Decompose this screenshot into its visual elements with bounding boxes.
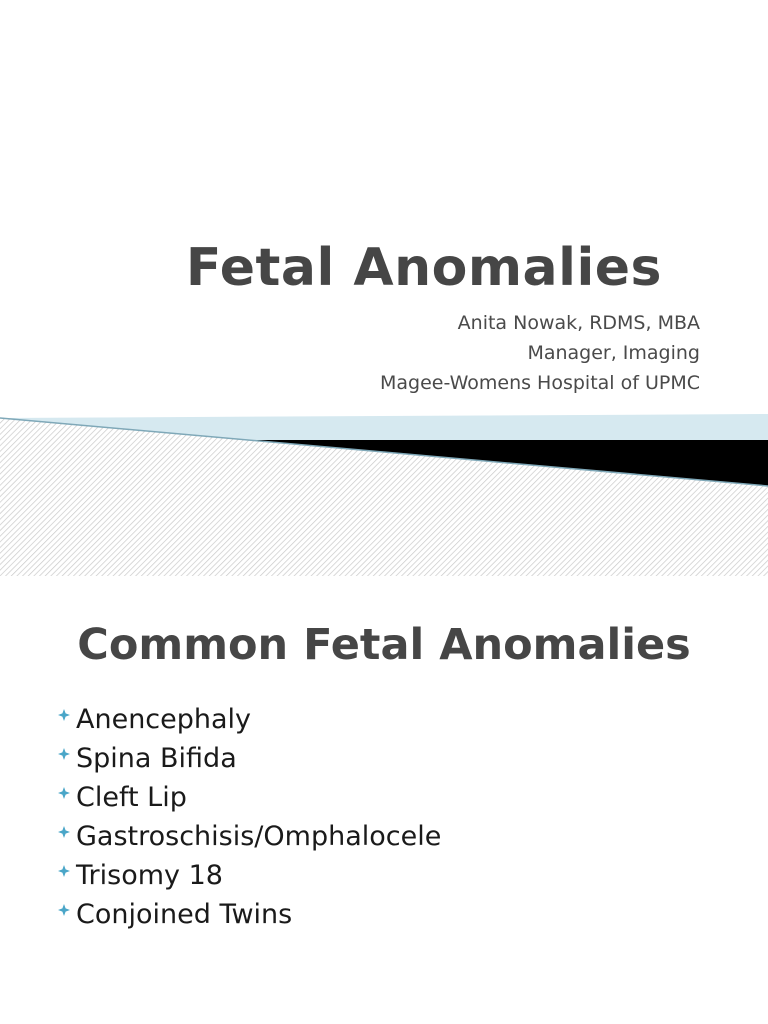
decorative-swoosh-band [0,400,768,576]
list-item [54,702,441,741]
diamond-bullet-icon [54,783,74,803]
list-item-text: Anencephaly [76,704,252,735]
list-item [54,897,441,936]
anomaly-bullet-list [54,702,441,936]
subtitle-organization: Magee-Womens Hospital of UPMC [380,372,700,394]
slide-subtitle [380,308,700,398]
slide-title: Fetal Anomalies [185,238,662,298]
list-item-text: Trisomy 18 [76,860,223,891]
list-item [54,819,441,858]
list-item-text: Cleft Lip [76,782,187,813]
diamond-bullet-icon [54,705,74,725]
list-item-text: Gastroschisis/Omphalocele [76,821,442,852]
diamond-bullet-icon [54,822,74,842]
subtitle-author: Anita Nowak, RDMS, MBA [457,312,700,334]
diamond-bullet-icon [54,744,74,764]
list-item [54,858,441,897]
diamond-bullet-icon [54,900,74,920]
subtitle-role: Manager, Imaging [527,342,700,364]
list-item-text: Conjoined Twins [76,899,293,930]
list-item [54,741,441,780]
list-item [54,780,441,819]
content-slide-title: Common Fetal Anomalies [77,620,691,670]
content-slide [0,576,768,1024]
diamond-bullet-icon [54,861,74,881]
list-item-text: Spina Bifida [76,743,237,774]
